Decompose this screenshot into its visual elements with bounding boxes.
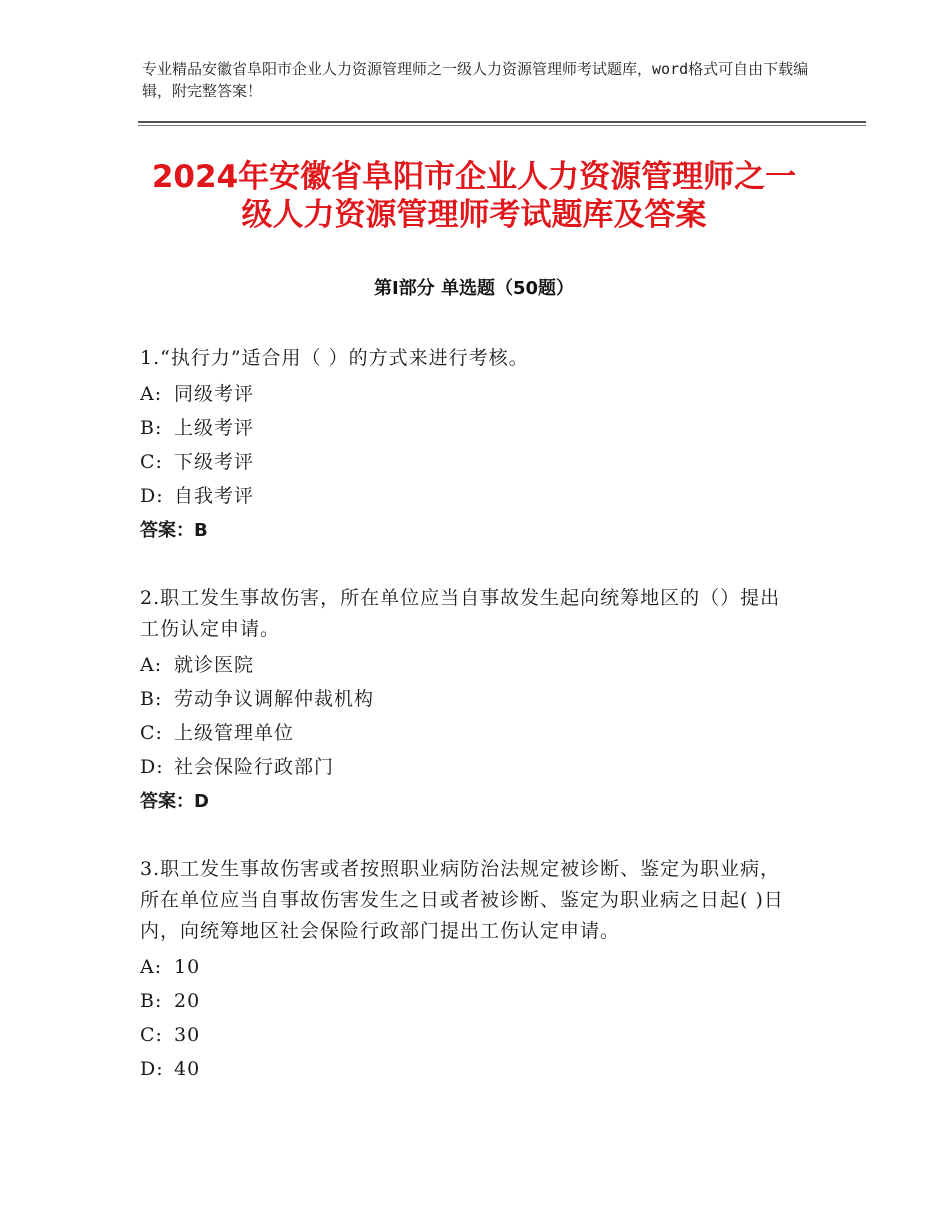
option-key: D: [140,756,164,778]
option-text: 上级管理单位 [174,722,295,744]
question-item [140,583,800,820]
option-b [140,411,800,445]
option-key: B: [140,688,163,710]
option-text: 就诊医院 [174,654,255,676]
option-b [140,682,800,716]
option-b [140,984,800,1018]
option-key: C: [140,1024,163,1046]
header-note: 专业精品安徽省阜阳市企业人力资源管理师之一级人力资源管理师考试题库，word格式可自由下载编辑，附完整答案！ [142,60,809,100]
option-key: C: [140,451,163,473]
option-text: 上级考评 [174,417,255,439]
option-text: 同级考评 [174,383,255,405]
header-divider [138,121,866,123]
option-text: 20 [174,990,201,1012]
option-text: 10 [174,956,201,978]
option-key: D: [140,485,164,507]
option-d [140,750,800,784]
option-a [140,648,800,682]
document-title: 2024年安徽省阜阳市企业人力资源管理师之一级人力资源管理师考试题库及答案 [151,159,797,233]
answer-line: 答案：B [140,520,208,541]
question-item [140,854,800,1086]
option-key: D: [140,1058,164,1080]
option-text: 30 [174,1024,201,1046]
option-key: A: [140,956,163,978]
option-c [140,1018,800,1052]
option-text: 40 [174,1058,201,1080]
option-text: 劳动争议调解仲裁机构 [174,688,375,710]
answer-line: 答案：D [140,791,209,812]
question-list [140,343,800,1120]
option-a [140,950,800,984]
header-divider-thin [138,125,866,126]
option-text: 自我考评 [174,485,255,507]
option-c [140,445,800,479]
option-a [140,377,800,411]
option-d [140,1052,800,1086]
option-key: A: [140,654,163,676]
option-c [140,716,800,750]
question-stem: 3.职工发生事故伤害或者按照职业病防治法规定被诊断、鉴定为职业病，所在单位应当自事故伤害发生之日或者被诊断、鉴定为职业病之日起( )日内，向统筹地区社会保险行政部门提出工伤认定申请。 [140,858,784,942]
question-stem: 1.“执行力”适合用（ ）的方式来进行考核。 [140,347,529,369]
option-key: B: [140,990,163,1012]
option-key: C: [140,722,163,744]
section-heading: 第Ⅰ部分 单选题（50题） [373,278,574,299]
question-item [140,343,800,549]
option-text: 下级考评 [174,451,255,473]
question-stem: 2.职工发生事故伤害，所在单位应当自事故发生起向统筹地区的（）提出工伤认定申请。 [140,587,781,640]
option-key: B: [140,417,163,439]
option-key: A: [140,383,163,405]
option-text: 社会保险行政部门 [174,756,335,778]
option-d [140,479,800,513]
